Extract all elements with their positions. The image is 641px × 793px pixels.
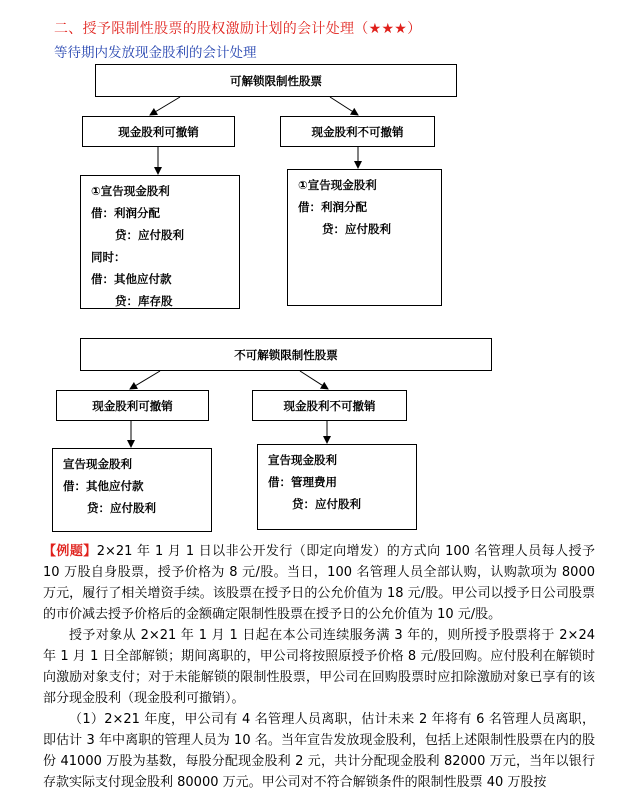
entry-line: 贷：应付股利: [292, 497, 361, 511]
example-paragraph-2: 授予对象从 2×21 年 1 月 1 日起在本公司连续服务满 3 年的，则所授予股票将于 2×24 年 1 月 1 日全部解锁；期间离职的，甲公司将按照原授予价格 8 元/股回购。应付股利在解锁时向激励对象支付；对于未能解锁的限制性股票，甲公司在回购股票时应扣除激励对象已享有的该部分现金股利（现金股利可撤销）。: [43, 628, 595, 706]
entry-line: 借：管理费用: [268, 475, 337, 489]
d2-right-branch-label: 现金股利不可撤销: [283, 398, 376, 413]
d2-root-label: 不可解锁限制性股票: [234, 347, 338, 362]
entry-line: 借：利润分配: [298, 200, 367, 214]
section-subtitle: 等待期内发放现金股利的会计处理: [54, 45, 257, 61]
entry-line: 借：其他应付款: [91, 272, 172, 286]
entry-line: ①宣告现金股利: [298, 178, 377, 192]
section-title: 二、授予限制性股票的股权激励计划的会计处理（★★★）: [54, 21, 422, 37]
entry-line: 贷：应付股利: [115, 228, 184, 242]
example-paragraph-1: [43, 541, 595, 625]
connector-d1-left: [150, 97, 180, 115]
d2-left-branch-box: [56, 390, 209, 421]
d1-right-branch-box: [280, 116, 435, 147]
entry-line: ①宣告现金股利: [91, 184, 170, 198]
d2-left-entry-box: [52, 448, 212, 532]
d1-left-branch-label: 现金股利可撤销: [118, 124, 199, 139]
entry-line: 借：利润分配: [91, 206, 160, 220]
connector-d2-right: [300, 371, 328, 389]
d1-left-branch-box: [82, 116, 235, 147]
entry-line: 借：其他应付款: [63, 479, 144, 493]
example-p1-text: 2×21 年 1 月 1 日以非公开发行（即定向增发）的方式向 100 名管理人员每人授予 10 万股自身股票，授予价格为 8 元/股。当日，100 名管理人员全部认购，认购款项为 8000 万元，履行了相关增资手续。该股票在授予日的公允价值为 18 元/股。甲公司以授予日公司股票的市价减去授予价格后的金额确定限制性股票在授予日的公允价值为 10 元/股。: [43, 544, 595, 622]
entry-line: 贷：库存股: [115, 294, 173, 308]
entry-line: 贷：应付股利: [87, 501, 156, 515]
d2-right-branch-box: [252, 390, 407, 421]
entry-line: 宣告现金股利: [63, 457, 132, 471]
d1-right-branch-label: 现金股利不可撤销: [311, 124, 404, 139]
d1-right-entry-box: [287, 169, 442, 306]
example-paragraph-3: （1）2×21 年度，甲公司有 4 名管理人员离职，估计未来 2 年将有 6 名管理人员离职，即估计 3 年中离职的管理人员为 10 名。当年宣告发放现金股利，包括上述限制性股票在内的股份 41000 万股为基数，每股分配现金股利 2 元，共计分配现金股利 82000 万元，当年以银行存款实际支付现金股利 80000 万元。甲公司对不符合解锁条件的限制性股票 40 万股按: [43, 712, 595, 790]
d1-left-entry-box: [80, 175, 240, 309]
d1-root-label: 可解锁限制性股票: [230, 73, 322, 88]
d2-root-box: [80, 338, 492, 371]
d2-left-branch-label: 现金股利可撤销: [92, 398, 173, 413]
connector-d2-left: [130, 371, 160, 389]
entry-line: 贷：应付股利: [322, 222, 391, 236]
connector-d1-right: [330, 97, 358, 115]
d1-root-box: [95, 64, 457, 97]
entry-line: 宣告现金股利: [268, 453, 337, 467]
d2-right-entry-box: [257, 444, 417, 530]
entry-line: 同时：: [91, 250, 126, 264]
example-text: [43, 541, 595, 793]
example-tag: 【例题】: [43, 544, 97, 559]
